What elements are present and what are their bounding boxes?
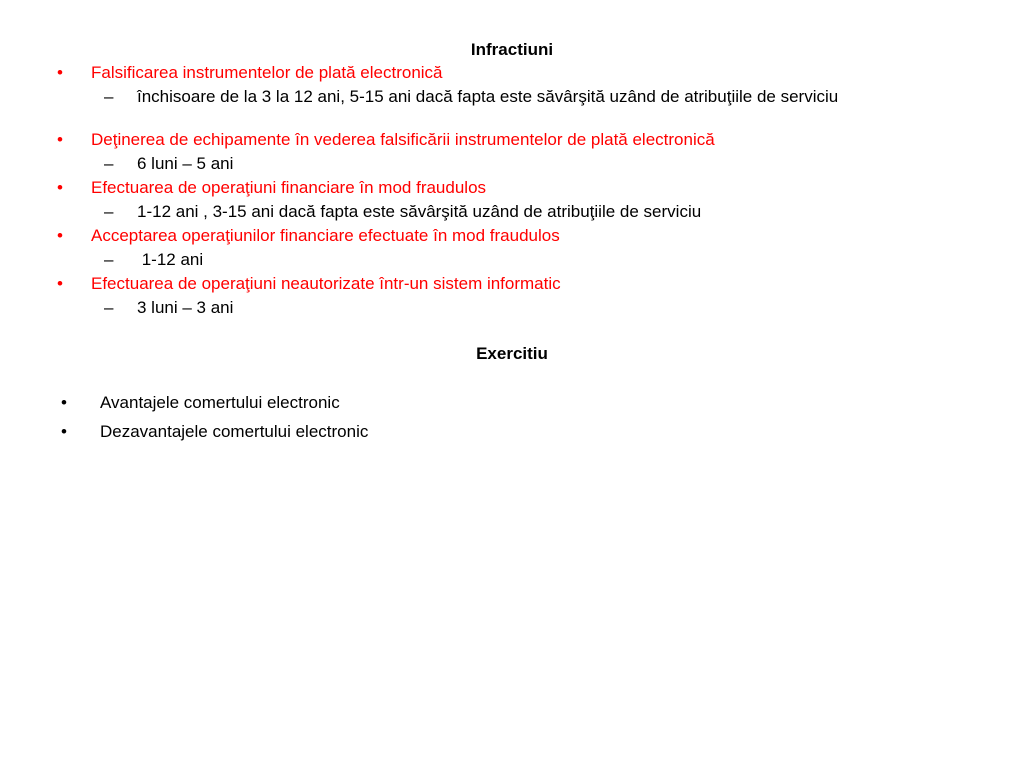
- dash-marker: –: [104, 298, 114, 317]
- dash-marker: –: [104, 87, 114, 106]
- dash-marker: –: [104, 202, 114, 221]
- bullet-marker: •: [57, 130, 63, 149]
- exercise-item: Dezavantajele comertului electronic: [100, 422, 369, 441]
- bullet-marker: •: [57, 63, 63, 82]
- dash-marker: –: [104, 250, 114, 269]
- bullet-marker: •: [61, 393, 67, 412]
- penalty-text: 6 luni – 5 ani: [137, 154, 234, 173]
- offense-label: Efectuarea de operaţiuni neautorizate într-un sistem informatic: [91, 274, 561, 293]
- offense-label: Efectuarea de operaţiuni financiare în mod fraudulos: [91, 178, 487, 197]
- penalty-text: 3 luni – 3 ani: [137, 298, 234, 317]
- penalty-text: 1-12 ani: [137, 250, 204, 269]
- offense-label: Falsificarea instrumentelor de plată electronică: [91, 63, 443, 82]
- penalty-text: 1-12 ani , 3-15 ani dacă fapta este săvârşită uzând de atribuţiile de serviciu: [137, 202, 702, 221]
- section-title-exercitiu: Exercitiu: [476, 344, 548, 363]
- bullet-marker: •: [57, 274, 63, 293]
- bullet-marker: •: [61, 422, 67, 441]
- section-title-infractiuni: Infractiuni: [470, 40, 554, 59]
- offense-label: Deţinerea de echipamente în vederea falsificării instrumentelor de plată electronică: [91, 130, 715, 149]
- bullet-marker: •: [57, 178, 63, 197]
- bullet-marker: •: [57, 226, 63, 245]
- penalty-text: închisoare de la 3 la 12 ani, 5-15 ani dacă fapta este săvârşită uzând de atribuţiile de serviciu: [137, 87, 839, 106]
- exercise-item: Avantajele comertului electronic: [100, 393, 340, 412]
- offense-label: Acceptarea operaţiunilor financiare efectuate în mod fraudulos: [91, 226, 560, 245]
- dash-marker: –: [104, 154, 114, 173]
